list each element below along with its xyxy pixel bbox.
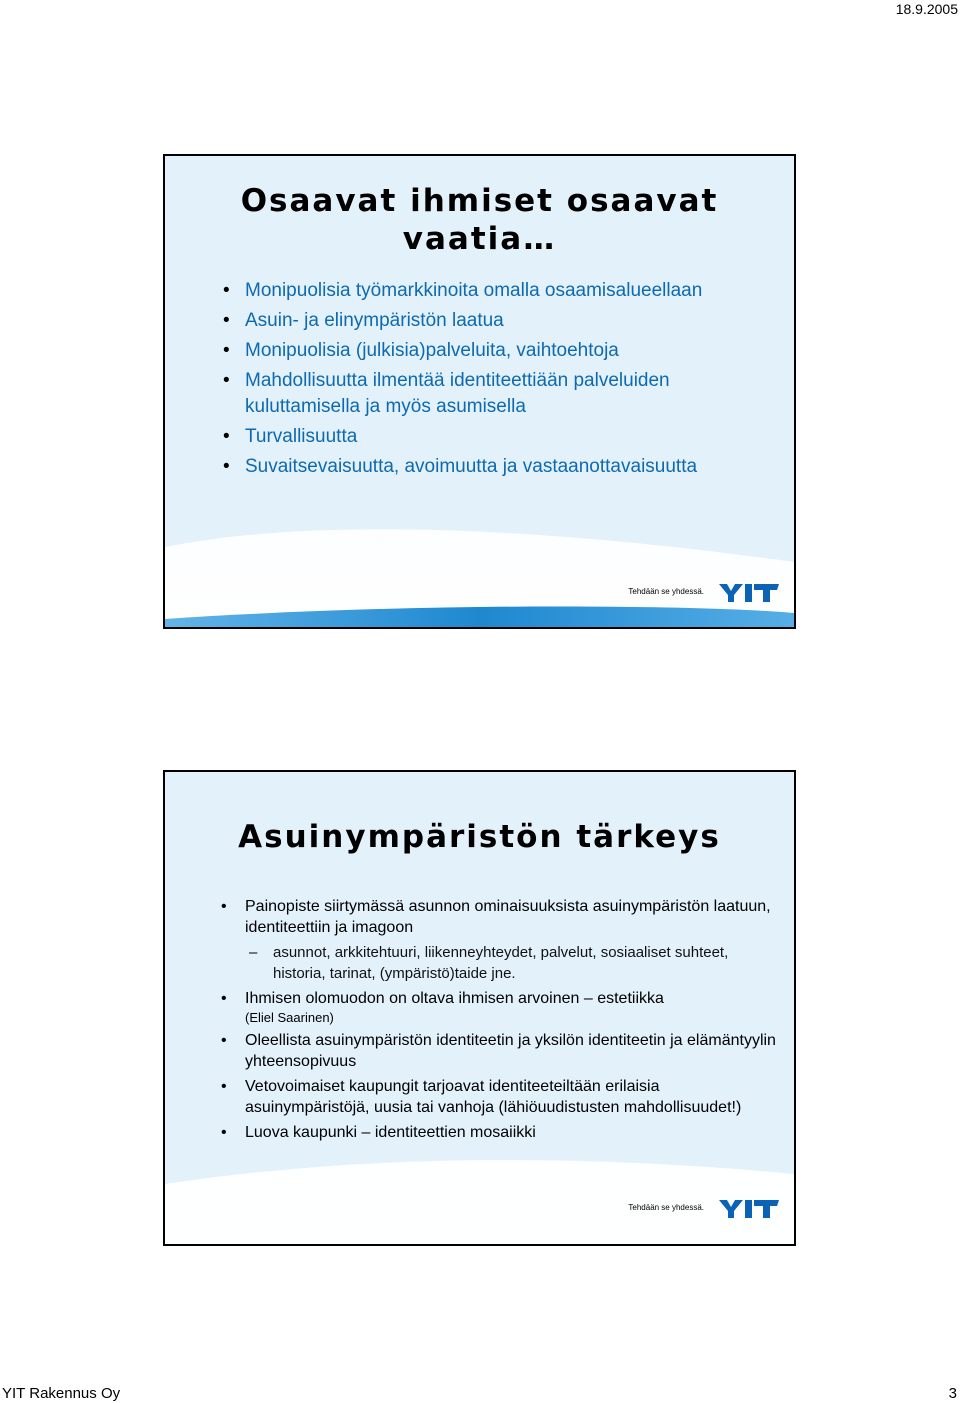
bullet-item: • Asuin- ja elinympäristön laatua xyxy=(223,308,763,334)
slide-1-title-line-1: Osaavat ihmiset osaavat xyxy=(240,183,719,219)
bullet-item: • Suvaitsevaisuutta, avoimuutta ja vastaanottavaisuutta xyxy=(223,454,763,480)
citation-note: (Eliel Saarinen) xyxy=(245,1010,334,1025)
bullet-item: • Monipuolisia (julkisia)palveluita, vaihtoehtoja xyxy=(223,338,763,364)
slide-2-bullet-list xyxy=(221,896,781,1147)
bullet-item: • Monipuolisia työmarkkinoita omalla osaamisalueellaan xyxy=(223,278,763,304)
slide-1-bullet-list xyxy=(223,278,763,484)
slide-2-title: Asuinympäristön tärkeys xyxy=(238,819,721,855)
footer-page-number: 3 xyxy=(948,1385,957,1402)
bullet-text: Ihmisen olomuodon on oltava ihmisen arvoinen – estetiikka xyxy=(245,990,664,1007)
bullet-item xyxy=(221,988,781,1026)
page-date: 18.9.2005 xyxy=(895,1,958,17)
bullet-item: • Vetovoimaiset kaupungit tarjoavat identiteeteiltään erilaisia asuinympäristöjä, uusia tai vanhoja (lähiöuudistusten mahdollisuudet!) xyxy=(221,1076,781,1118)
slide-2 xyxy=(163,770,796,1246)
slide-1-title-line-2: vaatia… xyxy=(402,221,557,257)
bullet-item: • Mahdollisuutta ilmentää identiteettiään palveluiden kuluttamisella ja myös asumisella xyxy=(223,368,763,420)
bullet-item: • Turvallisuutta xyxy=(223,424,763,450)
slide-1 xyxy=(163,154,796,629)
wave-decoration xyxy=(165,507,794,627)
bullet-item: • Painopiste siirtymässä asunnon ominaisuuksista asuinympäristön laatuun, identiteettiin ja imagoon xyxy=(221,896,781,938)
sub-bullet-item: – asunnot, arkkitehtuuri, liikenneyhteydet, palvelut, sosiaaliset suhteet, historia, tarinat, (ympäristö)taide jne. xyxy=(221,942,781,984)
slide-1-title xyxy=(165,182,794,258)
bullet-item: • Luova kaupunki – identiteettien mosaiikki xyxy=(221,1122,781,1143)
slide-1-tagline: Tehdään se yhdessä. xyxy=(628,587,704,596)
yit-logo xyxy=(719,584,779,602)
bullet-item: • Oleellista asuinympäristön identiteetin ja yksilön identiteetin ja elämäntyylin yhteensopivuus xyxy=(221,1030,781,1072)
footer-company: YIT Rakennus Oy xyxy=(2,1385,121,1402)
slide-2-tagline: Tehdään se yhdessä. xyxy=(628,1203,704,1212)
yit-logo xyxy=(719,1200,779,1218)
